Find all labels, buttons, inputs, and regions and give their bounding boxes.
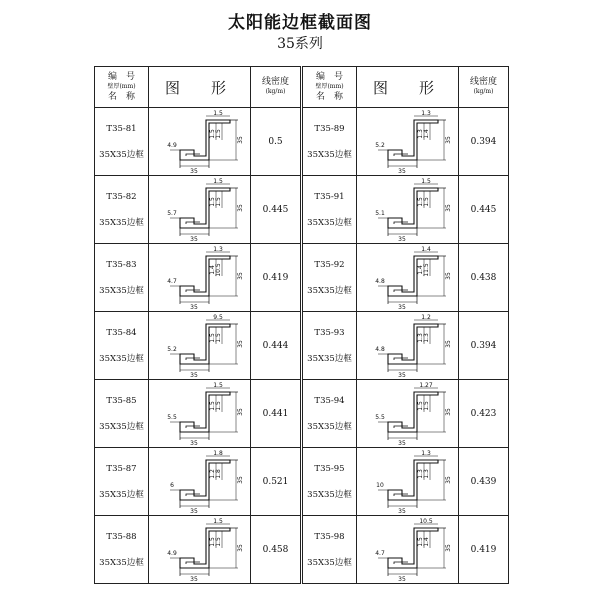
profile-drawing-cell	[149, 244, 251, 312]
table-row	[303, 516, 509, 584]
height-label: 35	[236, 543, 244, 552]
profile-name: 35X35边框	[307, 285, 352, 296]
inner-wall-thickness-label: 1.5	[214, 128, 222, 139]
header-density-label: 线密度	[469, 77, 497, 87]
page-title: 太阳能边框截面图	[228, 13, 372, 33]
top-flange-thickness-label: 1.8	[212, 449, 223, 457]
profile-code: T35-81	[106, 123, 137, 134]
height-label: 35	[236, 203, 244, 212]
linear-density-value: 0.394	[459, 312, 509, 380]
flange-width-label: 10	[375, 481, 384, 489]
wall-thickness-label: 1.5	[416, 400, 424, 411]
inner-wall-thickness-label: 1.3	[422, 332, 430, 343]
wall-thickness-label: 1.3	[416, 332, 424, 343]
profile-cross-section-drawing	[358, 314, 458, 378]
profile-name: 35X35边框	[99, 149, 144, 160]
header-shape-label: 图 形	[149, 67, 251, 108]
wall-thickness-label: 1.2	[208, 468, 216, 479]
code-name-cell	[303, 448, 357, 516]
inner-wall-thickness-label: 1.5	[422, 196, 430, 207]
code-name-cell	[303, 244, 357, 312]
top-flange-thickness-label: 1.3	[420, 449, 431, 457]
flange-width-label: 5.2	[166, 345, 177, 353]
table-row	[303, 176, 509, 244]
inner-wall-thickness-label: 1.3	[422, 468, 430, 479]
width-label: 35	[189, 575, 198, 582]
table-header-row	[303, 67, 509, 108]
width-label: 35	[397, 371, 406, 378]
wall-thickness-label: 1.5	[208, 332, 216, 343]
linear-density-value: 0.394	[459, 108, 509, 176]
table-row	[303, 312, 509, 380]
profile-drawing-cell	[357, 244, 459, 312]
code-name-cell	[95, 516, 149, 584]
profile-cross-section-drawing	[150, 110, 250, 174]
linear-density-value: 0.419	[459, 516, 509, 584]
linear-density-value: 0.5	[251, 108, 301, 176]
linear-density-value: 0.444	[251, 312, 301, 380]
wall-thickness-label: 1.5	[208, 536, 216, 547]
wall-thickness-label: 1.5	[416, 536, 424, 547]
profile-name: 35X35边框	[99, 421, 144, 432]
profile-drawing-cell	[357, 108, 459, 176]
inner-wall-thickness-label: 1.5	[214, 400, 222, 411]
code-name-cell	[95, 380, 149, 448]
flange-width-label: 4.9	[166, 141, 177, 149]
profile-code: T35-94	[314, 395, 345, 406]
linear-density-value: 0.521	[251, 448, 301, 516]
height-label: 35	[444, 407, 452, 416]
flange-width-label: 4.7	[166, 277, 177, 285]
code-name-cell	[95, 448, 149, 516]
linear-density-value: 0.445	[251, 176, 301, 244]
profile-cross-section-drawing	[150, 178, 250, 242]
flange-width-label: 5.1	[374, 209, 385, 217]
table-header-row	[95, 67, 301, 108]
profile-drawing-cell	[357, 516, 459, 584]
top-flange-thickness-label: 9.5	[212, 313, 223, 321]
profile-name: 35X35边框	[307, 557, 352, 568]
profile-name: 35X35边框	[99, 285, 144, 296]
linear-density-value: 0.419	[251, 244, 301, 312]
page-subtitle: 35系列	[277, 36, 323, 52]
width-label: 35	[189, 303, 198, 310]
top-flange-thickness-label: 1.5	[212, 381, 223, 389]
profile-code: T35-88	[106, 531, 137, 542]
width-label: 35	[397, 439, 406, 446]
inner-wall-thickness-label: 1.5	[422, 400, 430, 411]
header-name-label: 名 称	[315, 92, 343, 102]
code-name-cell	[95, 244, 149, 312]
profile-name: 35X35边框	[307, 149, 352, 160]
top-flange-thickness-label: 1.5	[212, 517, 223, 525]
linear-density-value: 0.458	[251, 516, 301, 584]
wall-thickness-label: 1.5	[208, 196, 216, 207]
wall-thickness-label: 1.4	[416, 264, 424, 275]
profile-cross-section-drawing	[150, 314, 250, 378]
top-flange-thickness-label: 10.5	[418, 517, 433, 525]
linear-density-value: 0.445	[459, 176, 509, 244]
spec-table-body-right	[303, 108, 509, 584]
inner-wall-thickness-label: 1.5	[214, 332, 222, 343]
profile-drawing-cell	[149, 380, 251, 448]
code-name-cell	[303, 176, 357, 244]
inner-wall-thickness-label: 11.5	[422, 262, 430, 277]
header-shape-label: 图 形	[357, 67, 459, 108]
table-row	[95, 448, 301, 516]
table-row	[303, 244, 509, 312]
flange-width-label: 4.7	[374, 549, 385, 557]
profile-name: 35X35边框	[99, 353, 144, 364]
profile-drawing-cell	[357, 312, 459, 380]
profile-name: 35X35边框	[99, 217, 144, 228]
width-label: 35	[189, 371, 198, 378]
flange-width-label: 4.8	[374, 345, 385, 353]
profile-drawing-cell	[149, 312, 251, 380]
header-code-cell	[303, 67, 357, 108]
width-label: 35	[189, 167, 198, 174]
profile-drawing-cell	[357, 380, 459, 448]
inner-wall-thickness-label: 1.8	[214, 468, 222, 479]
width-label: 35	[397, 303, 406, 310]
profile-drawing-cell	[357, 448, 459, 516]
profile-code: T35-98	[314, 531, 345, 542]
code-name-cell	[303, 108, 357, 176]
code-name-cell	[303, 312, 357, 380]
table-row	[95, 516, 301, 584]
wall-thickness-label: 1.3	[416, 128, 424, 139]
table-row	[303, 380, 509, 448]
profile-cross-section-drawing	[150, 518, 250, 582]
header-density-unit: (kg/m)	[473, 88, 494, 95]
flange-width-label: 6	[169, 481, 174, 489]
profile-drawing-cell	[357, 176, 459, 244]
table-row	[303, 108, 509, 176]
header-thickness-label: 壁厚(mm)	[107, 83, 136, 90]
header-thickness-label: 壁厚(mm)	[315, 83, 344, 90]
profile-name: 35X35边框	[99, 489, 144, 500]
width-label: 35	[397, 235, 406, 242]
top-flange-thickness-label: 1.4	[420, 245, 431, 253]
top-flange-thickness-label: 1.5	[212, 177, 223, 185]
wall-thickness-label: 1.3	[416, 468, 424, 479]
profile-code: T35-84	[106, 327, 137, 338]
wall-thickness-label: 1.4	[208, 264, 216, 275]
width-label: 35	[189, 235, 198, 242]
profile-code: T35-92	[314, 259, 345, 270]
width-label: 35	[397, 507, 406, 514]
table-row	[95, 312, 301, 380]
code-name-cell	[303, 380, 357, 448]
profile-cross-section-drawing	[150, 246, 250, 310]
flange-width-label: 5.2	[374, 141, 385, 149]
height-label: 35	[444, 271, 452, 280]
table-row	[95, 108, 301, 176]
flange-width-label: 5.5	[166, 413, 177, 421]
width-label: 35	[397, 167, 406, 174]
profile-code: T35-95	[314, 463, 345, 474]
linear-density-value: 0.439	[459, 448, 509, 516]
profile-name: 35X35边框	[307, 217, 352, 228]
profile-cross-section-drawing	[358, 246, 458, 310]
profile-drawing-cell	[149, 448, 251, 516]
height-label: 35	[444, 475, 452, 484]
header-code-label: 编 号	[315, 72, 343, 82]
table-row	[95, 176, 301, 244]
width-label: 35	[189, 507, 198, 514]
height-label: 35	[236, 271, 244, 280]
linear-density-value: 0.423	[459, 380, 509, 448]
linear-density-value: 0.438	[459, 244, 509, 312]
profile-cross-section-drawing	[150, 382, 250, 446]
profile-name: 35X35边框	[307, 489, 352, 500]
top-flange-thickness-label: 1.3	[420, 109, 431, 117]
profile-code: T35-82	[106, 191, 137, 202]
profile-cross-section-drawing	[150, 450, 250, 514]
height-label: 35	[444, 203, 452, 212]
height-label: 35	[236, 135, 244, 144]
header-density-cell	[251, 67, 301, 108]
code-name-cell	[95, 312, 149, 380]
spec-table-right	[302, 66, 509, 584]
flange-width-label: 5.7	[166, 209, 177, 217]
top-flange-thickness-label: 1.5	[212, 109, 223, 117]
profile-drawing-cell	[149, 108, 251, 176]
profile-cross-section-drawing	[358, 110, 458, 174]
profile-cross-section-drawing	[358, 178, 458, 242]
inner-wall-thickness-label: 1.5	[214, 536, 222, 547]
code-name-cell	[95, 108, 149, 176]
profile-drawing-cell	[149, 176, 251, 244]
linear-density-value: 0.441	[251, 380, 301, 448]
height-label: 35	[444, 543, 452, 552]
header-code-label: 编 号	[107, 72, 135, 82]
top-flange-thickness-label: 1.27	[418, 381, 433, 389]
width-label: 35	[189, 439, 198, 446]
profile-code: T35-89	[314, 123, 345, 134]
header-name-label: 名 称	[107, 92, 135, 102]
spec-table-left	[94, 66, 301, 584]
profile-code: T35-93	[314, 327, 345, 338]
flange-width-label: 5.5	[374, 413, 385, 421]
flange-width-label: 4.9	[166, 549, 177, 557]
header-density-cell	[459, 67, 509, 108]
header-density-label: 线密度	[261, 77, 289, 87]
profile-name: 35X35边框	[307, 353, 352, 364]
profile-cross-section-drawing	[358, 518, 458, 582]
code-name-cell	[303, 516, 357, 584]
header-density-unit: (kg/m)	[265, 88, 286, 95]
wall-thickness-label: 1.5	[208, 400, 216, 411]
profile-name: 35X35边框	[307, 421, 352, 432]
height-label: 35	[236, 407, 244, 416]
flange-width-label: 4.8	[374, 277, 385, 285]
profile-name: 35X35边框	[99, 557, 144, 568]
profile-code: T35-87	[106, 463, 137, 474]
header-code-cell	[95, 67, 149, 108]
code-name-cell	[95, 176, 149, 244]
top-flange-thickness-label: 1.2	[420, 313, 431, 321]
table-row	[303, 448, 509, 516]
profile-cross-section-drawing	[358, 382, 458, 446]
table-row	[95, 244, 301, 312]
profile-drawing-cell	[149, 516, 251, 584]
inner-wall-thickness-label: 1.5	[214, 196, 222, 207]
inner-wall-thickness-label: 1.4	[422, 128, 430, 139]
profile-code: T35-91	[314, 191, 345, 202]
profile-cross-section-drawing	[358, 450, 458, 514]
height-label: 35	[236, 339, 244, 348]
wall-thickness-label: 1.5	[208, 128, 216, 139]
wall-thickness-label: 1.5	[416, 196, 424, 207]
spec-table-body-left	[95, 108, 301, 584]
profile-code: T35-85	[106, 395, 137, 406]
width-label: 35	[397, 575, 406, 582]
top-flange-thickness-label: 1.5	[420, 177, 431, 185]
inner-wall-thickness-label: 10.5	[214, 262, 222, 277]
height-label: 35	[444, 135, 452, 144]
inner-wall-thickness-label: 1.4	[422, 536, 430, 547]
height-label: 35	[444, 339, 452, 348]
profile-code: T35-83	[106, 259, 137, 270]
table-row	[95, 380, 301, 448]
top-flange-thickness-label: 1.3	[212, 245, 223, 253]
height-label: 35	[236, 475, 244, 484]
